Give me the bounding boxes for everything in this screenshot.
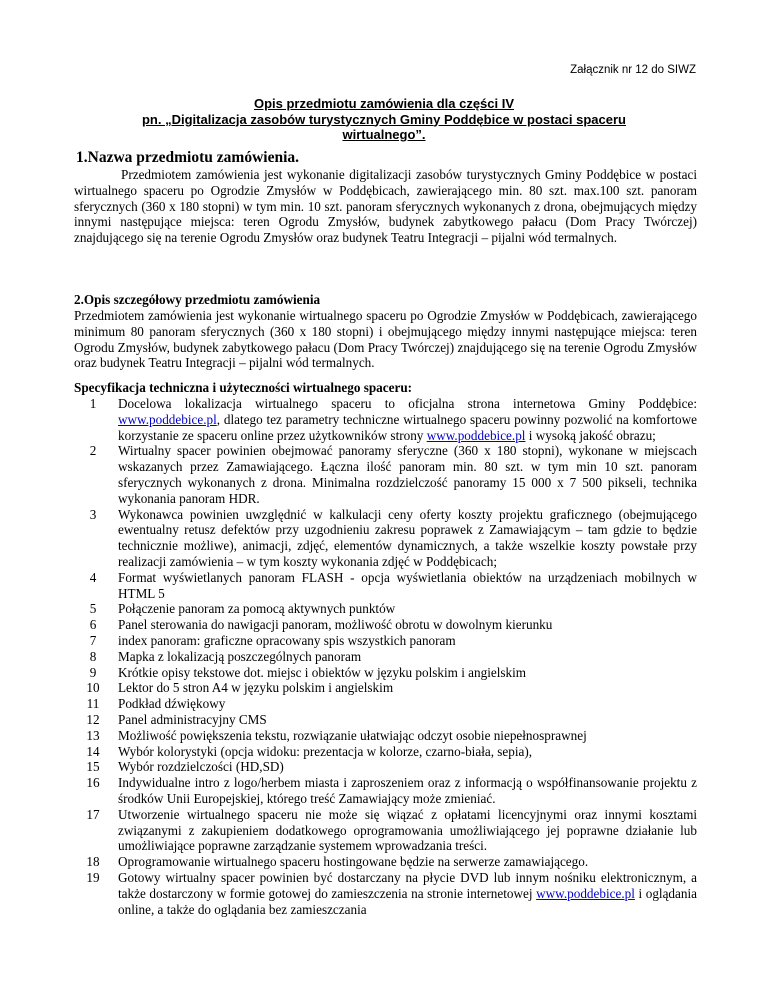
list-item [74,633,697,649]
item-text: Krótkie opisy tekstowe dot. miejsc i obiektów w języku polskim i angielskim [118,664,527,680]
list-item [74,759,697,775]
section-1-body: Przedmiotem zamówienia jest wykonanie digitalizacji zasobów turystycznych Gminy Poddębice w postaci wirtualnego spaceru po Ogrodzie Zmysłów w Poddębicach, zawierającego min. 80 szt. max.100 szt. panoram sferycznych (360 x 180 stopni) w tym min. 10 szt. panoram sferycznych wykonanych z drona, obejmujących między innymi następujące miejsca: teren Ogrodu Zmysłów, budynek zabytkowego pałacu (Dom Pracy Twórczej) znajdującego się na terenie Ogrodu Zmysłów oraz budynek Teatru Integracji – pijalni wód termalnych. [74,167,697,246]
item-number: 2 [89,443,97,459]
section-2-heading: 2.Opis szczegółowy przedmiotu zamówienia [74,292,321,307]
item-text-part: i oglądania online, a także do oglądania bez zamieszczania [118,885,697,917]
list-item [74,807,697,854]
item-text-part: i wysoką jakość obrazu; [525,427,656,443]
section-3-heading: Specyfikacja techniczna i użyteczności wirtualnego spaceru: [74,380,413,395]
item-text: Panel administracyjny CMS [118,711,267,727]
list-item [74,443,697,506]
section-2-body: Przedmiotem zamówienia jest wykonanie wirtualnego spaceru po Ogrodzie Zmysłów w Poddębicach, zawierającego minimum 80 panoram sferycznych (360 x 180 stopni) i obejmującego między innymi następujące miejsca: teren Ogrodu Zmysłów, budynek zabytkowego pałacu (Dom Pracy Twórczej) znajdującego się na terenie Ogrodu Zmysłów oraz budynek Teatru Integracji – pijalni wód termalnych. [74,308,697,371]
item-text: Połączenie panoram za pomocą aktywnych punktów [118,601,396,617]
list-item [74,744,697,760]
poddebice-link[interactable]: www.poddebice.pl [118,411,217,427]
item-text: Utworzenie wirtualnego spaceru nie może się wiązać z opłatami licencyjnymi oraz innymi kosztami związanymi z zakupieniem dodatkowego oprogramowania umożliwiającego jej poprawne działanie lub umożliwiające poprawne zarządzanie systemem wprowadzania treści. [118,806,697,854]
item-text-part: Gotowy wirtualny spacer powinien być dostarczany na płycie DVD lub innym nośniku elektronicznym, a także dostarczony w formie gotowej do zamieszczenia na stronie internetowej [118,869,697,901]
item-number: 18 [86,854,100,870]
poddebice-link[interactable]: www.poddebice.pl [536,885,635,901]
item-number: 8 [89,648,97,664]
item-text: Indywidualne intro z logo/herbem miasta i zaproszeniem oraz z informacją o współfinansowanie projektu z środków Unii Europejskiej, którego treść Zamawiający może zmieniać. [118,775,697,806]
item-text: Format wyświetlanych panoram FLASH - opcja wyświetlania obiektów na urządzeniach mobilnych w HTML 5 [118,569,697,601]
item-number: 16 [86,775,100,791]
item-number: 6 [89,617,97,633]
list-item [74,775,697,807]
item-number: 1 [89,396,97,411]
poddebice-link[interactable]: www.poddebice.pl [426,427,526,443]
item-text: Wirtualny spacer powinien obejmować panoramy sferyczne (360 x 180 stopni), wykonane w miejscach wskazanych przez Zamawiającego. Łączna ilość panoram min. 80 szt. w tym min 10 szt. panoram sferycznych wykonanych z drona. Minimalna rozdzielczość panoramy 15 000 x 7 500 pikseli, technika wykonania panoram HDR. [118,443,697,506]
item-text: Mapka z lokalizacją poszczególnych panoram [118,648,362,664]
item-text: Podkład dźwiękowy [118,696,226,712]
item-text: Wybór rozdzielczości (HD,SD) [118,759,284,775]
list-item [74,396,697,443]
list-item [74,854,697,870]
list-item [74,870,697,917]
list-item [74,665,697,681]
item-text: Wykonawca powinien uwzględnić w kalkulacji ceny oferty koszty projektu graficznego (obejmującego ewentualny retusz defektów przy uzgodnieniu zakresu poprawek z Zamawiającym – tam gdzie to będzie technicznie możliwe), animacji, zdjęć, elementów dynamicznych, a także wszelkie koszty powstałe przy realizacji zamówienia – w tym koszty wykonania zdjęć w Poddębicach; [118,506,697,569]
title-line-3: wirtualnego”. [342,127,426,142]
title-line-2: pn. „Digitalizacja zasobów turystycznych Gminy Poddębice w postaci spaceru [141,111,626,127]
item-text-part: , dlatego tez parametry techniczne wirtualnego spaceru powinny pozwolić na komfortowe korzystanie ze spaceru online przez użytkowników strony [118,411,697,443]
item-number: 13 [86,727,100,743]
list-item [74,728,697,744]
item-text: Lektor do 5 stron A4 w języku polskim i angielskim [118,680,394,696]
item-number: 5 [89,601,97,617]
list-item [74,617,697,633]
title-line-1: Opis przedmiotu zamówienia dla części IV [253,96,515,111]
item-text: Oprogramowanie wirtualnego spaceru hostingowane będzie na serwerze zamawiającego. [118,854,589,870]
annex-label: Załącznik nr 12 do SIWZ [570,64,696,76]
list-item [74,601,697,617]
specification-list [74,396,697,917]
item-number: 19 [86,869,100,885]
item-text: Możliwość powiększenia tekstu, rozwiązanie ułatwiając odczyt osobie niepełnosprawnej [118,727,587,743]
list-item [74,507,697,570]
item-number: 10 [86,680,100,696]
item-number: 7 [89,632,97,648]
list-items [74,443,697,870]
item-number: 12 [86,711,100,727]
item-number: 15 [86,759,100,775]
item-number: 9 [89,664,97,680]
item-number: 14 [86,743,100,759]
document-title [118,96,650,143]
item-number: 11 [86,696,100,712]
item-number: 3 [89,506,97,522]
item-number: 17 [86,806,100,822]
list-item [74,570,697,602]
section-1-heading: 1.Nazwa przedmiotu zamówienia. [76,149,299,166]
list-item [74,649,697,665]
item-text: Panel sterowania do nawigacji panoram, możliwość obrotu w dowolnym kierunku [118,617,553,633]
item-number: 4 [89,569,97,585]
list-item [74,696,697,712]
item-text: Wybór kolorystyki (opcja widoku: prezentacja w kolorze, czarno-biała, sepia), [118,743,533,759]
list-item [74,712,697,728]
item-text: index panoram: graficzne opracowany spis wszystkich panoram [118,632,456,648]
list-item [74,680,697,696]
item-text-part: Docelowa lokalizacja wirtualnego spaceru to oficjalna strona internetowa Gminy Poddębice: [118,396,697,411]
